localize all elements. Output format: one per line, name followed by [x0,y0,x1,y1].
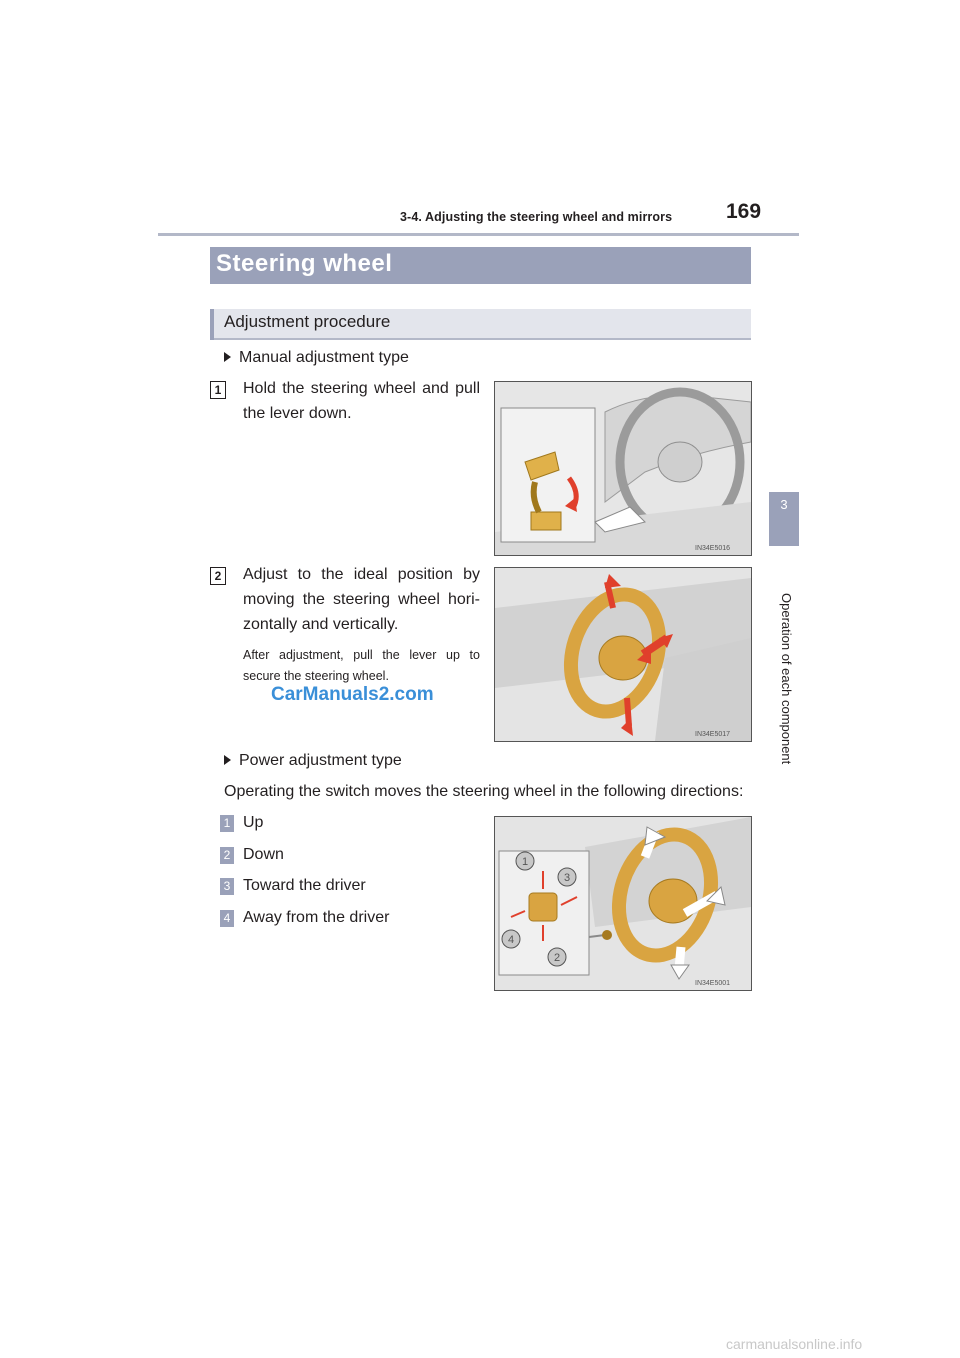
power-heading: Power adjustment type [224,748,402,773]
step-note: After adjustment, pull the lever up to secure the steering wheel. [243,648,480,683]
wheel-adjust-illustration [495,568,751,741]
step-number: 2 [210,567,226,585]
figure-label: 1 [521,856,529,868]
direction-number: 4 [220,910,234,927]
step-text: Hold the steering wheel and pull the lever down. [243,380,480,422]
section-subtitle: Adjustment procedure [224,312,391,331]
step-text: Adjust to the ideal position by moving the steering wheel hori-zontally and vertically. [243,566,480,633]
direction-number: 1 [220,815,234,832]
page-number: 169 [726,200,762,223]
running-header: 3-4. Adjusting the steering wheel and mirrors [400,210,673,224]
lever-figure [494,381,752,556]
subtitle-accent [210,309,214,340]
figure-label: 3 [563,872,571,884]
figure-label: 2 [553,952,561,964]
watermark-link[interactable]: CarManuals2.com [271,684,434,705]
power-switch-figure [494,816,752,991]
figure-label: 4 [507,934,515,946]
lever-illustration [495,382,751,555]
wheel-adjust-figure [494,567,752,742]
figure-code: IN34E5017 [695,731,731,738]
header-rule [158,233,799,236]
step-number: 1 [210,381,226,399]
direction-text: Toward the driver [243,877,366,894]
figure-code: IN34E5016 [695,545,731,552]
direction-text: Away from the driver [243,909,390,926]
direction-text: Up [243,814,264,831]
triangle-bullet-icon [224,755,231,765]
triangle-bullet-icon [224,352,231,362]
power-switch-illustration [495,817,751,990]
figure-code: IN34E5001 [695,980,731,987]
power-intro: Operating the switch moves the steering wheel in the following directions: [224,783,744,800]
chapter-tab-label: Operation of each component [779,593,794,765]
footer-watermark: carmanualsonline.info [726,1336,863,1352]
manual-heading: Manual adjustment type [224,345,409,370]
direction-number: 3 [220,878,234,895]
page-title: Steering wheel [216,250,393,277]
direction-text: Down [243,846,284,863]
chapter-tab-number: 3 [780,497,788,512]
direction-number: 2 [220,847,234,864]
